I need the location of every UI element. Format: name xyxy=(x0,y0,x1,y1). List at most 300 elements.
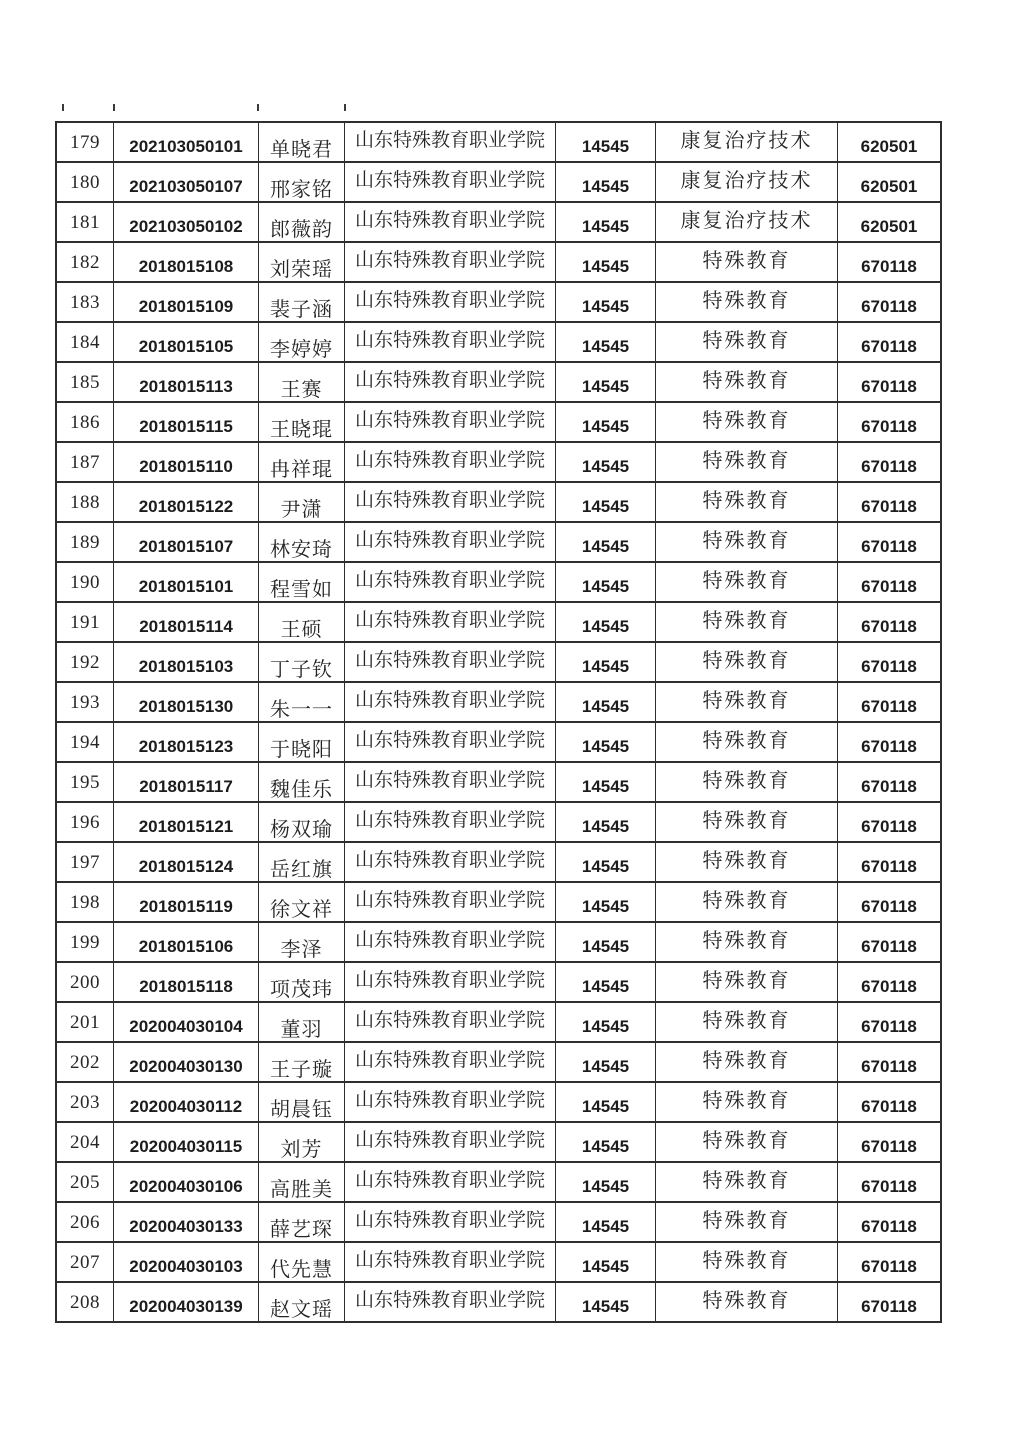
school-code-cell xyxy=(556,1043,656,1081)
major-cell xyxy=(656,1123,838,1161)
major-cell xyxy=(656,1083,838,1121)
school-cell xyxy=(345,163,556,201)
table-row xyxy=(57,443,940,483)
major-cell xyxy=(656,683,838,721)
major-code-cell-text: 670118 xyxy=(861,1017,917,1036)
school-cell xyxy=(345,1123,556,1161)
seq-cell xyxy=(57,1203,114,1241)
seq-cell xyxy=(57,243,114,281)
student-id-cell xyxy=(114,1003,259,1041)
school-cell xyxy=(345,923,556,961)
major-cell xyxy=(656,563,838,601)
major-code-cell-text: 620501 xyxy=(860,177,918,196)
school-code-cell-text: 14545 xyxy=(581,657,630,676)
major-code-cell-text: 670118 xyxy=(861,617,917,636)
student-id-cell xyxy=(114,923,259,961)
name-cell-text: 丁子钦 xyxy=(270,658,333,681)
name-cell-text: 冉祥琨 xyxy=(270,458,333,481)
major-code-cell-text: 670118 xyxy=(861,377,917,396)
name-cell xyxy=(259,483,345,521)
student-id-cell-text: 2018015113 xyxy=(139,377,233,396)
student-id-cell xyxy=(114,523,259,561)
major-code-cell xyxy=(838,883,940,921)
school-code-cell xyxy=(556,443,656,481)
school-cell-text: 山东特殊教育职业学院 xyxy=(354,409,545,431)
name-cell-text: 胡晨钰 xyxy=(270,1098,333,1121)
school-code-cell-text: 14545 xyxy=(581,1017,630,1036)
name-cell xyxy=(259,163,345,201)
name-cell xyxy=(259,1043,345,1081)
major-cell xyxy=(656,843,838,881)
school-cell-text: 山东特殊教育职业学院 xyxy=(354,249,545,271)
major-code-cell xyxy=(838,563,940,601)
name-cell-text: 徐文祥 xyxy=(270,898,333,921)
major-cell xyxy=(656,123,838,161)
school-code-cell-text: 14545 xyxy=(581,337,630,356)
school-cell-text: 山东特殊教育职业学院 xyxy=(354,449,545,471)
seq-cell xyxy=(57,483,114,521)
school-cell xyxy=(345,443,556,481)
table-row xyxy=(57,203,940,243)
student-id-cell xyxy=(114,803,259,841)
name-cell xyxy=(259,203,345,241)
school-cell-text: 山东特殊教育职业学院 xyxy=(354,1249,545,1271)
student-id-cell-text: 2018015118 xyxy=(139,977,233,996)
school-code-cell-text: 14545 xyxy=(581,617,630,636)
table-row xyxy=(57,603,940,643)
school-cell-text: 山东特殊教育职业学院 xyxy=(354,969,545,991)
student-id-cell-text: 2018015106 xyxy=(138,937,234,956)
seq-cell-text: 203 xyxy=(70,1092,100,1113)
major-cell-text: 特殊教育 xyxy=(702,769,791,792)
school-cell xyxy=(345,1003,556,1041)
major-cell xyxy=(656,323,838,361)
student-id-cell xyxy=(114,403,259,441)
table-row xyxy=(57,683,940,723)
school-cell xyxy=(345,963,556,1001)
major-cell-text: 特殊教育 xyxy=(702,409,791,432)
major-cell-text: 特殊教育 xyxy=(702,649,791,672)
student-id-cell xyxy=(114,563,259,601)
major-cell xyxy=(656,163,838,201)
seq-cell xyxy=(57,883,114,921)
student-id-cell-text: 202103050107 xyxy=(129,177,243,196)
major-cell xyxy=(656,283,838,321)
seq-cell xyxy=(57,683,114,721)
name-cell-text: 于晓阳 xyxy=(270,738,333,761)
student-id-cell xyxy=(114,323,259,361)
student-id-cell xyxy=(114,203,259,241)
table-row xyxy=(57,523,940,563)
major-cell xyxy=(656,1283,838,1321)
name-cell xyxy=(259,1083,345,1121)
table-row xyxy=(57,123,940,163)
student-id-cell-text: 202004030103 xyxy=(129,1257,243,1276)
table-row xyxy=(57,923,940,963)
school-cell-text: 山东特殊教育职业学院 xyxy=(354,489,545,511)
name-cell-text: 林安琦 xyxy=(270,538,333,561)
school-cell-text: 山东特殊教育职业学院 xyxy=(354,1169,545,1191)
student-id-cell-text: 2018015117 xyxy=(139,777,233,796)
table-row xyxy=(57,763,940,803)
school-code-cell-text: 14545 xyxy=(581,137,630,156)
major-cell xyxy=(656,803,838,841)
name-cell xyxy=(259,723,345,761)
seq-cell-text: 208 xyxy=(70,1292,100,1313)
school-code-cell xyxy=(556,563,656,601)
major-code-cell xyxy=(838,203,940,241)
school-cell xyxy=(345,1243,556,1281)
major-code-cell-text: 670118 xyxy=(861,977,917,996)
name-cell-text: 王晓琨 xyxy=(270,418,333,441)
seq-cell-text: 181 xyxy=(70,212,100,233)
school-code-cell-text: 14545 xyxy=(581,857,630,876)
school-code-cell xyxy=(556,323,656,361)
school-code-cell-text: 14545 xyxy=(581,177,630,196)
school-code-cell-text: 14545 xyxy=(581,1217,630,1236)
name-cell xyxy=(259,123,345,161)
seq-cell xyxy=(57,803,114,841)
seq-cell xyxy=(57,323,114,361)
seq-cell-text: 204 xyxy=(70,1132,100,1153)
seq-cell-text: 189 xyxy=(70,532,100,553)
major-cell xyxy=(656,363,838,401)
name-cell-text: 赵文瑶 xyxy=(270,1298,333,1321)
school-cell xyxy=(345,883,556,921)
major-cell xyxy=(656,483,838,521)
seq-cell-text: 191 xyxy=(70,612,100,633)
major-code-cell xyxy=(838,683,940,721)
seq-cell xyxy=(57,283,114,321)
school-cell xyxy=(345,643,556,681)
student-id-cell xyxy=(114,603,259,641)
major-cell-text: 特殊教育 xyxy=(702,1209,791,1232)
school-cell-text: 山东特殊教育职业学院 xyxy=(354,809,545,831)
major-cell-text: 特殊教育 xyxy=(702,1049,791,1072)
name-cell xyxy=(259,883,345,921)
page-break-border-stub xyxy=(62,104,64,111)
student-id-cell xyxy=(114,643,259,681)
major-cell xyxy=(656,403,838,441)
seq-cell xyxy=(57,1083,114,1121)
major-cell-text: 特殊教育 xyxy=(702,329,791,352)
name-cell-text: 代先慧 xyxy=(270,1258,333,1281)
seq-cell-text: 197 xyxy=(70,852,100,873)
table-row xyxy=(57,1003,940,1043)
student-id-cell-text: 2018015105 xyxy=(138,337,234,356)
seq-cell xyxy=(57,923,114,961)
school-cell-text: 山东特殊教育职业学院 xyxy=(354,1289,545,1311)
page-break-border-stub xyxy=(257,104,259,111)
student-id-cell xyxy=(114,723,259,761)
major-cell-text: 特殊教育 xyxy=(702,1289,791,1312)
student-id-cell xyxy=(114,123,259,161)
seq-cell-text: 185 xyxy=(70,372,100,393)
major-code-cell xyxy=(838,523,940,561)
school-code-cell-text: 14545 xyxy=(581,417,630,436)
seq-cell-text: 186 xyxy=(70,412,100,433)
table-row xyxy=(57,843,940,883)
table-row xyxy=(57,1083,940,1123)
seq-cell xyxy=(57,843,114,881)
school-code-cell xyxy=(556,1083,656,1121)
name-cell xyxy=(259,963,345,1001)
seq-cell-text: 202 xyxy=(70,1052,100,1073)
table-row xyxy=(57,883,940,923)
name-cell xyxy=(259,443,345,481)
major-cell-text: 康复治疗技术 xyxy=(680,129,813,152)
school-cell-text: 山东特殊教育职业学院 xyxy=(354,849,545,871)
major-cell xyxy=(656,963,838,1001)
table-row xyxy=(57,1123,940,1163)
major-code-cell-text: 670118 xyxy=(861,417,917,436)
major-cell-text: 特殊教育 xyxy=(702,1089,791,1112)
name-cell xyxy=(259,363,345,401)
student-id-cell xyxy=(114,243,259,281)
school-cell-text: 山东特殊教育职业学院 xyxy=(354,129,545,151)
student-id-cell xyxy=(114,1283,259,1321)
school-code-cell-text: 14545 xyxy=(581,577,630,596)
major-code-cell xyxy=(838,1163,940,1201)
seq-cell xyxy=(57,403,114,441)
table-row xyxy=(57,243,940,283)
name-cell xyxy=(259,523,345,561)
school-code-cell xyxy=(556,483,656,521)
table-row xyxy=(57,363,940,403)
seq-cell-text: 195 xyxy=(70,772,100,793)
school-code-cell-text: 14545 xyxy=(581,1137,630,1156)
student-roster-table xyxy=(55,121,942,1323)
major-code-cell xyxy=(838,1083,940,1121)
major-cell xyxy=(656,723,838,761)
major-cell-text: 特殊教育 xyxy=(702,969,791,992)
major-code-cell xyxy=(838,443,940,481)
name-cell-text: 王子璇 xyxy=(270,1058,333,1081)
table-row xyxy=(57,283,940,323)
major-cell-text: 特殊教育 xyxy=(702,809,791,832)
school-cell-text: 山东特殊教育职业学院 xyxy=(354,929,545,951)
major-cell xyxy=(656,603,838,641)
name-cell-text: 项茂玮 xyxy=(270,978,333,1001)
school-cell-text: 山东特殊教育职业学院 xyxy=(354,529,545,551)
major-cell xyxy=(656,203,838,241)
major-code-cell-text: 670118 xyxy=(861,1257,917,1276)
page-break-border-stub xyxy=(113,104,115,111)
name-cell xyxy=(259,923,345,961)
school-code-cell xyxy=(556,683,656,721)
seq-cell-text: 192 xyxy=(70,652,100,673)
student-id-cell xyxy=(114,683,259,721)
school-cell xyxy=(345,563,556,601)
table-row xyxy=(57,1283,940,1321)
school-cell xyxy=(345,523,556,561)
school-code-cell-text: 14545 xyxy=(581,737,630,756)
name-cell-text: 高胜美 xyxy=(270,1178,333,1201)
major-code-cell-text: 670118 xyxy=(861,857,917,876)
name-cell xyxy=(259,603,345,641)
school-cell-text: 山东特殊教育职业学院 xyxy=(354,1049,545,1071)
school-code-cell xyxy=(556,1203,656,1241)
major-code-cell-text: 670118 xyxy=(861,697,917,716)
school-cell xyxy=(345,1083,556,1121)
major-code-cell xyxy=(838,843,940,881)
seq-cell xyxy=(57,563,114,601)
seq-cell xyxy=(57,1283,114,1321)
student-id-cell-text: 2018015121 xyxy=(138,817,234,836)
school-code-cell-text: 14545 xyxy=(581,537,630,556)
school-code-cell-text: 14545 xyxy=(581,1297,630,1316)
major-code-cell-text: 670118 xyxy=(861,537,917,556)
major-code-cell xyxy=(838,643,940,681)
name-cell xyxy=(259,803,345,841)
school-cell-text: 山东特殊教育职业学院 xyxy=(354,209,545,231)
table-row xyxy=(57,323,940,363)
major-cell-text: 特殊教育 xyxy=(702,449,791,472)
name-cell-text: 杨双瑜 xyxy=(270,818,333,841)
major-cell-text: 特殊教育 xyxy=(702,889,791,912)
name-cell-text: 裴子涵 xyxy=(270,298,333,321)
student-id-cell-text: 2018015108 xyxy=(138,257,234,276)
seq-cell xyxy=(57,123,114,161)
student-id-cell xyxy=(114,1123,259,1161)
major-code-cell xyxy=(838,1243,940,1281)
major-code-cell xyxy=(838,243,940,281)
major-code-cell xyxy=(838,1203,940,1241)
table-row xyxy=(57,1043,940,1083)
major-cell-text: 特殊教育 xyxy=(702,569,791,592)
student-id-cell-text: 2018015115 xyxy=(139,417,233,436)
student-id-cell-text: 2018015107 xyxy=(138,537,234,556)
seq-cell-text: 200 xyxy=(70,972,100,993)
name-cell xyxy=(259,1203,345,1241)
school-code-cell-text: 14545 xyxy=(581,1057,630,1076)
major-code-cell-text: 620501 xyxy=(860,137,918,156)
major-code-cell-text: 670118 xyxy=(861,737,917,756)
major-cell-text: 特殊教育 xyxy=(702,929,791,952)
student-id-cell-text: 2018015122 xyxy=(138,497,234,516)
seq-cell-text: 196 xyxy=(70,812,100,833)
school-code-cell xyxy=(556,763,656,801)
major-code-cell-text: 670118 xyxy=(861,497,917,516)
student-id-cell-text: 2018015103 xyxy=(138,657,234,676)
seq-cell-text: 205 xyxy=(70,1172,100,1193)
school-code-cell xyxy=(556,1243,656,1281)
school-code-cell-text: 14545 xyxy=(581,377,630,396)
name-cell xyxy=(259,1123,345,1161)
name-cell xyxy=(259,643,345,681)
major-code-cell-text: 670118 xyxy=(861,257,917,276)
seq-cell-text: 193 xyxy=(70,692,100,713)
seq-cell xyxy=(57,1163,114,1201)
major-cell xyxy=(656,243,838,281)
table-row xyxy=(57,723,940,763)
student-id-cell xyxy=(114,1203,259,1241)
seq-cell-text: 201 xyxy=(70,1012,100,1033)
school-cell-text: 山东特殊教育职业学院 xyxy=(354,289,545,311)
student-id-cell-text: 202004030106 xyxy=(129,1177,243,1196)
seq-cell xyxy=(57,1003,114,1041)
major-code-cell xyxy=(838,1123,940,1161)
student-id-cell xyxy=(114,1163,259,1201)
table-row xyxy=(57,163,940,203)
major-code-cell-text: 670118 xyxy=(861,777,917,796)
name-cell-text: 朱一一 xyxy=(270,698,333,721)
school-cell-text: 山东特殊教育职业学院 xyxy=(354,769,545,791)
name-cell-text: 郎薇韵 xyxy=(270,218,333,241)
name-cell-text: 尹潇 xyxy=(280,498,323,521)
student-id-cell-text: 202004030112 xyxy=(129,1097,243,1116)
seq-cell-text: 182 xyxy=(70,252,100,273)
student-id-cell xyxy=(114,963,259,1001)
name-cell-text: 薛艺琛 xyxy=(270,1218,333,1241)
name-cell-text: 邢家铭 xyxy=(270,178,333,201)
school-code-cell-text: 14545 xyxy=(581,217,630,236)
school-code-cell-text: 14545 xyxy=(581,297,630,316)
school-cell xyxy=(345,803,556,841)
name-cell-text: 刘荣瑶 xyxy=(270,258,333,281)
seq-cell-text: 188 xyxy=(70,492,100,513)
major-code-cell-text: 670118 xyxy=(861,937,917,956)
school-code-cell-text: 14545 xyxy=(581,897,630,916)
table-row xyxy=(57,963,940,1003)
school-code-cell-text: 14545 xyxy=(581,977,630,996)
school-code-cell-text: 14545 xyxy=(581,937,630,956)
seq-cell xyxy=(57,163,114,201)
major-cell-text: 特殊教育 xyxy=(702,1169,791,1192)
student-id-cell-text: 202103050102 xyxy=(129,217,243,236)
seq-cell xyxy=(57,643,114,681)
name-cell-text: 王硕 xyxy=(280,618,323,641)
student-id-cell-text: 2018015123 xyxy=(138,737,234,756)
school-code-cell-text: 14545 xyxy=(581,257,630,276)
school-cell-text: 山东特殊教育职业学院 xyxy=(354,889,545,911)
major-code-cell xyxy=(838,603,940,641)
student-id-cell xyxy=(114,483,259,521)
school-code-cell xyxy=(556,363,656,401)
seq-cell xyxy=(57,1043,114,1081)
major-code-cell xyxy=(838,1283,940,1321)
major-cell xyxy=(656,1043,838,1081)
school-cell xyxy=(345,363,556,401)
seq-cell xyxy=(57,203,114,241)
name-cell xyxy=(259,403,345,441)
seq-cell-text: 198 xyxy=(70,892,100,913)
seq-cell xyxy=(57,963,114,1001)
student-id-cell xyxy=(114,163,259,201)
name-cell xyxy=(259,1243,345,1281)
major-code-cell xyxy=(838,923,940,961)
school-code-cell-text: 14545 xyxy=(581,457,630,476)
school-cell-text: 山东特殊教育职业学院 xyxy=(354,169,545,191)
major-cell-text: 特殊教育 xyxy=(702,1249,791,1272)
table-row xyxy=(57,803,940,843)
major-code-cell-text: 670118 xyxy=(861,1177,917,1196)
major-cell xyxy=(656,1203,838,1241)
student-id-cell-text: 202004030104 xyxy=(129,1017,243,1036)
seq-cell xyxy=(57,603,114,641)
name-cell xyxy=(259,563,345,601)
school-cell xyxy=(345,203,556,241)
major-code-cell-text: 670118 xyxy=(861,1297,917,1316)
student-id-cell xyxy=(114,1043,259,1081)
major-cell-text: 特殊教育 xyxy=(702,489,791,512)
major-code-cell xyxy=(838,803,940,841)
student-id-cell-text: 202004030130 xyxy=(129,1057,243,1076)
name-cell xyxy=(259,243,345,281)
major-code-cell-text: 670118 xyxy=(861,457,917,476)
major-code-cell-text: 670118 xyxy=(861,577,917,596)
major-code-cell xyxy=(838,123,940,161)
